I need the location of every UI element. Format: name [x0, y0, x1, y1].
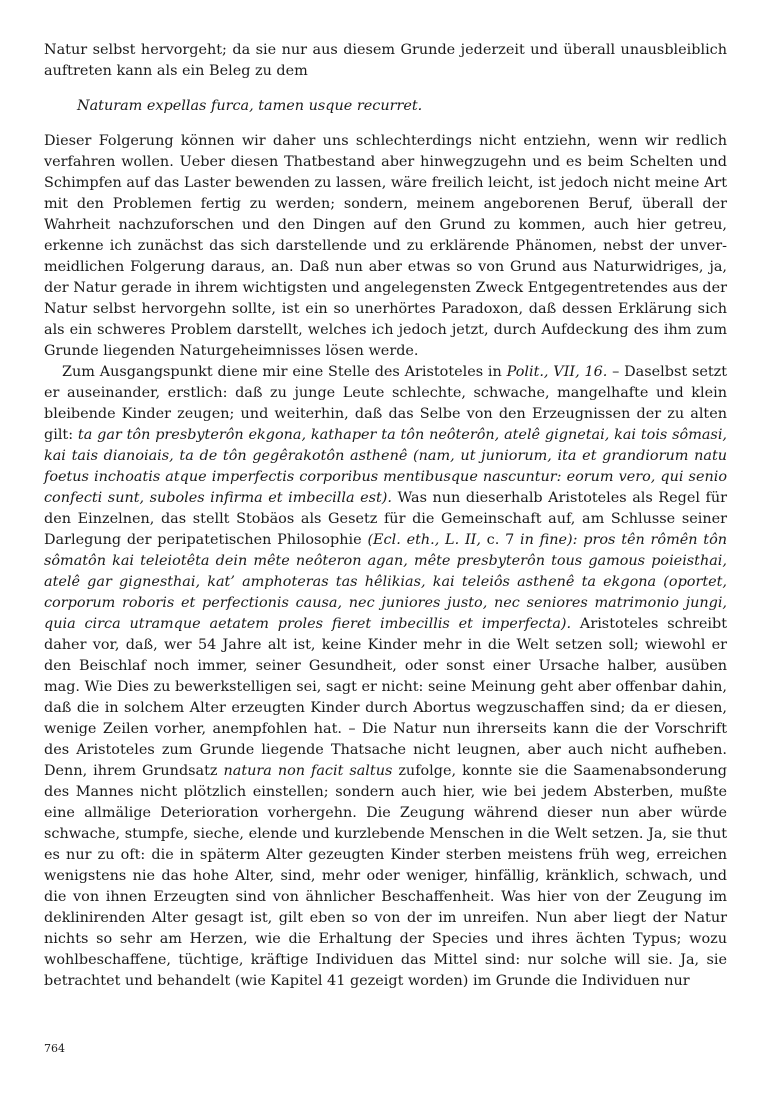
latin-motto: Naturam expellas furca, tamen usque recurret. [77, 98, 423, 114]
greek-latin-quote-2: in fine): pros tên rômên tôn sômatôn kai teleiotêta dein mête neôteron agan, mête presbyterôn tous gamous poieisthai, atelê gar gignesthai, kat’ amphoteras tas hêlikias, kai teleiôs asthenê ta ekgona (oportet, corporum roboris et perfectionis causa, nec juniores justo, nec seniores matrimonio jungi, quia circa utramque aetatem proles fieret imbecillis et imperfecta). [44, 532, 728, 632]
page-number: 764 [44, 1042, 65, 1055]
text-run: Zum Ausgangspunkt diene mir eine Stelle des Aristoteles in [62, 364, 507, 380]
page-body [44, 40, 727, 992]
text-run: Aristoteles schreibt daher vor, daß, wer 54 Jahre alt ist, keine Kinder mehr in die Welt setzen soll; wiewohl er den Beischlaf noch immer, seiner Gesundheit, oder sonst einer Ursache halber, ausüben mag. Wie Dies zu bewerkstelligen sei, sagt er nicht: seine Meinung geht aber offenbar dahin, daß die in solchem Alter erzeugten Kinder durch Abortus wegzuschaffen sind; da er diesen, wenige Zeilen vorher, anempfohlen hat. – Die Natur nun ihrerseits kann die der Vorschrift des Aristoteles zum Grunde liegende Thatsache nicht leugnen, aber auch nicht aufheben. Denn, ihrem Grundsatz [44, 616, 727, 779]
paragraph-1: Dieser Folgerung können wir daher uns schlechterdings nicht entziehn, wenn wir redlich verfahren wollen. Ueber diesen Thatbestand aber hinwegzugehn und es beim Schelten und Schimpfen auf das Laster bewenden zu lassen, wäre freilich leicht, ist jedoch nicht meine Art mit den Problemen fertig zu werden; sondern, meinem angeborenen Beruf, überall der Wahrheit nachzuforschen und den Dingen auf den Grund zu kommen, auch hier getreu, erkenne ich zunächst das sich darstellende und zu erklärende Phänomen, nebst der unvermeidlichen Folgerung daraus, an. Daß nun aber etwas so von Grund aus Naturwidriges, ja, der Natur gerade in ihrem wichtigsten und angelegensten Zweck Entgegentretendes aus der Natur selbst hervorgehn sollte, ist ein so unerhörtes Paradoxon, daß dessen Erklärung sich als ein schweres Problem darstellt, welches ich jedoch jetzt, durch Aufdeckung des ihm zum Grunde liegenden Naturgeheimnisses lösen werde. [44, 133, 727, 359]
greek-latin-quote-1: ta gar tôn presbyterôn ekgona, kathaper ta tôn neôterôn, atelê gignetai, kai tois sômasi, kai tais dianoiais, ta de tôn gegêrakotôn asthenê (nam, ut juniorum, ita et grandiorum natu foetus inchoatis atque imperfectis corporibus mentibusque nascuntur: eorum vero, qui senio confecti sunt, suboles infirma et imbecilla est). [44, 427, 727, 506]
text-run: c. 7 [480, 532, 521, 548]
text-run: Was nun dieserhalb Aristoteles als Regel für den Einzelnen, das stellt Stobäos als Gesetz für die Gemeinschaft auf, am Schlusse seiner Darlegung der peripatetischen Philosophie [44, 490, 727, 548]
citation-polit: Polit., VII, 16. [506, 364, 608, 380]
text-run: zufolge, konnte sie die Saamenabsonderung des Mannes nicht plötzlich einstellen; sondern auch hier, wie bei jedem Absterben, mußte eine allmälige Deterioration vorhergehn. Die Zeugung während dieser nun aber würde schwache, stumpfe, sieche, elende und kurzlebende Menschen in die Welt setzen. Ja, sie thut es nur zu oft: die in späterm Alter gezeugten Kinder sterben meistens früh weg, erreichen wenigstens nie das hohe Alter, sind, mehr oder weniger, hinfällig, kränklich, schwach, und die von ihnen Erzeugten sind von ähnlicher Beschaffenheit. Was hier von der Zeugung im deklinirenden Alter gesagt ist, gilt eben so von der im unreifen. Nun aber liegt der Natur nichts so sehr am Herzen, wie die Erhaltung der Species und ihres ächten Typus; wozu wohlbeschaffene, tüchtige, kräftige Individuen das Mittel sind: nur solche will sie. Ja, sie betrachtet und behandelt (wie Kapitel 41 gezeigt worden) im Grunde die Individuen nur [44, 763, 727, 989]
text-run: – Daselbst setzt er auseinander, erstlich: daß zu junge Leute schlechte, schwache, mangelhafte und klein bleibende Kinder zeugen; und weiterhin, daß das Selbe von den Erzeugnissen der zu alten gilt: [44, 364, 727, 443]
latin-phrase: natura non facit saltus [223, 763, 393, 779]
lead-paragraph: Natur selbst hervorgeht; da sie nur aus diesem Grunde jederzeit und überall unausbleiblich auftreten kann als ein Beleg zu dem [44, 42, 727, 79]
paragraph-2 [44, 362, 727, 992]
citation-ecl-eth: (Ecl. eth., L. II, [367, 532, 481, 548]
